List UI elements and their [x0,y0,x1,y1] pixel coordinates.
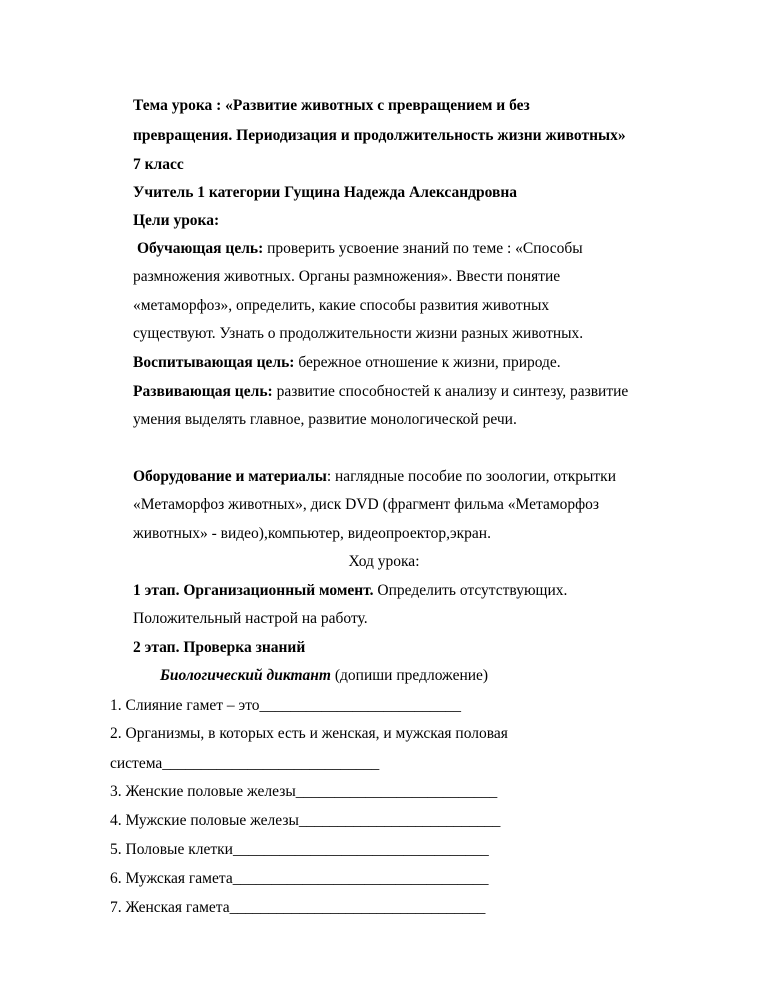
equipment-line-2: «Метаморфоз животных», диск DVD (фрагмент фильма «Метаморфоз [133,496,600,513]
grade: 7 класс [133,156,184,173]
goal-teaching-line-2: размножения животных. Органы размножения». Ввести понятие [133,268,561,285]
goal-developing-line-2: умения выделять главное, развитие монологической речи. [133,411,517,428]
lesson-title-line-2: превращения. Периодизация и продолжительность жизни животных» [133,127,626,144]
goal-developing-line-1 [133,382,628,402]
goals-heading: Цели урока: [133,212,220,229]
question-1: 1. Слияние гамет – это__________________________ [110,697,462,714]
question-2-continued: система____________________________ [110,755,380,772]
question-7: 7. Женская гамета_________________________________ [110,899,486,916]
equipment-line-1 [133,467,616,487]
stage-1-line-2: Положительный настрой на работу. [133,610,368,627]
equipment-text-1: : наглядные пособие по зоологии, открытки [326,468,617,485]
stage-1-line-1 [133,581,567,601]
question-5: 5. Половые клетки_________________________________ [110,841,489,858]
goal-developing-label: Развивающая цель: [133,383,273,400]
lesson-course-heading: Ход урока: [348,553,420,570]
dictation-label: Биологический диктант [160,667,331,684]
question-3: 3. Женские половые железы__________________________ [110,783,498,800]
goal-upbringing-text: бережное отношение к жизни, природе. [294,354,561,371]
equipment-label: Оборудование и материалы [133,468,327,485]
question-2: 2. Организмы, в которых есть и женская, и мужская половая [110,725,508,742]
stage-2-heading: 2 этап. Проверка знаний [133,639,306,656]
goal-teaching-line-1 [137,239,583,259]
teacher: Учитель 1 категории Гущина Надежда Александровна [133,184,517,201]
goal-upbringing-label: Воспитывающая цель: [133,354,295,371]
stage-1-text-1: Определить отсутствующих. [373,582,568,599]
goal-teaching-text-1: проверить усвоение знаний по теме : «Способы [263,240,583,257]
dictation-note: (допиши предложение) [330,667,489,684]
goal-teaching-line-4: существуют. Узнать о продолжительности жизни разных животных. [133,325,584,342]
goal-teaching-line-3: «метаморфоз», определить, какие способы развития животных [133,297,550,314]
stage-1-label: 1 этап. Организационный момент. [133,582,374,599]
question-4: 4. Мужские половые железы__________________________ [110,812,501,829]
dictation-heading [160,666,488,686]
goal-teaching-label: Обучающая цель: [137,240,264,257]
lesson-title-line-1: Тема урока : «Развитие животных с превращением и без [133,97,530,114]
question-6: 6. Мужская гамета_________________________________ [110,870,489,887]
goal-developing-text-1: развитие способностей к анализу и синтезу, развитие [272,383,629,400]
goal-upbringing [133,353,561,373]
equipment-line-3: животных» - видео),компьютер, видеопроектор,экран. [133,525,491,542]
